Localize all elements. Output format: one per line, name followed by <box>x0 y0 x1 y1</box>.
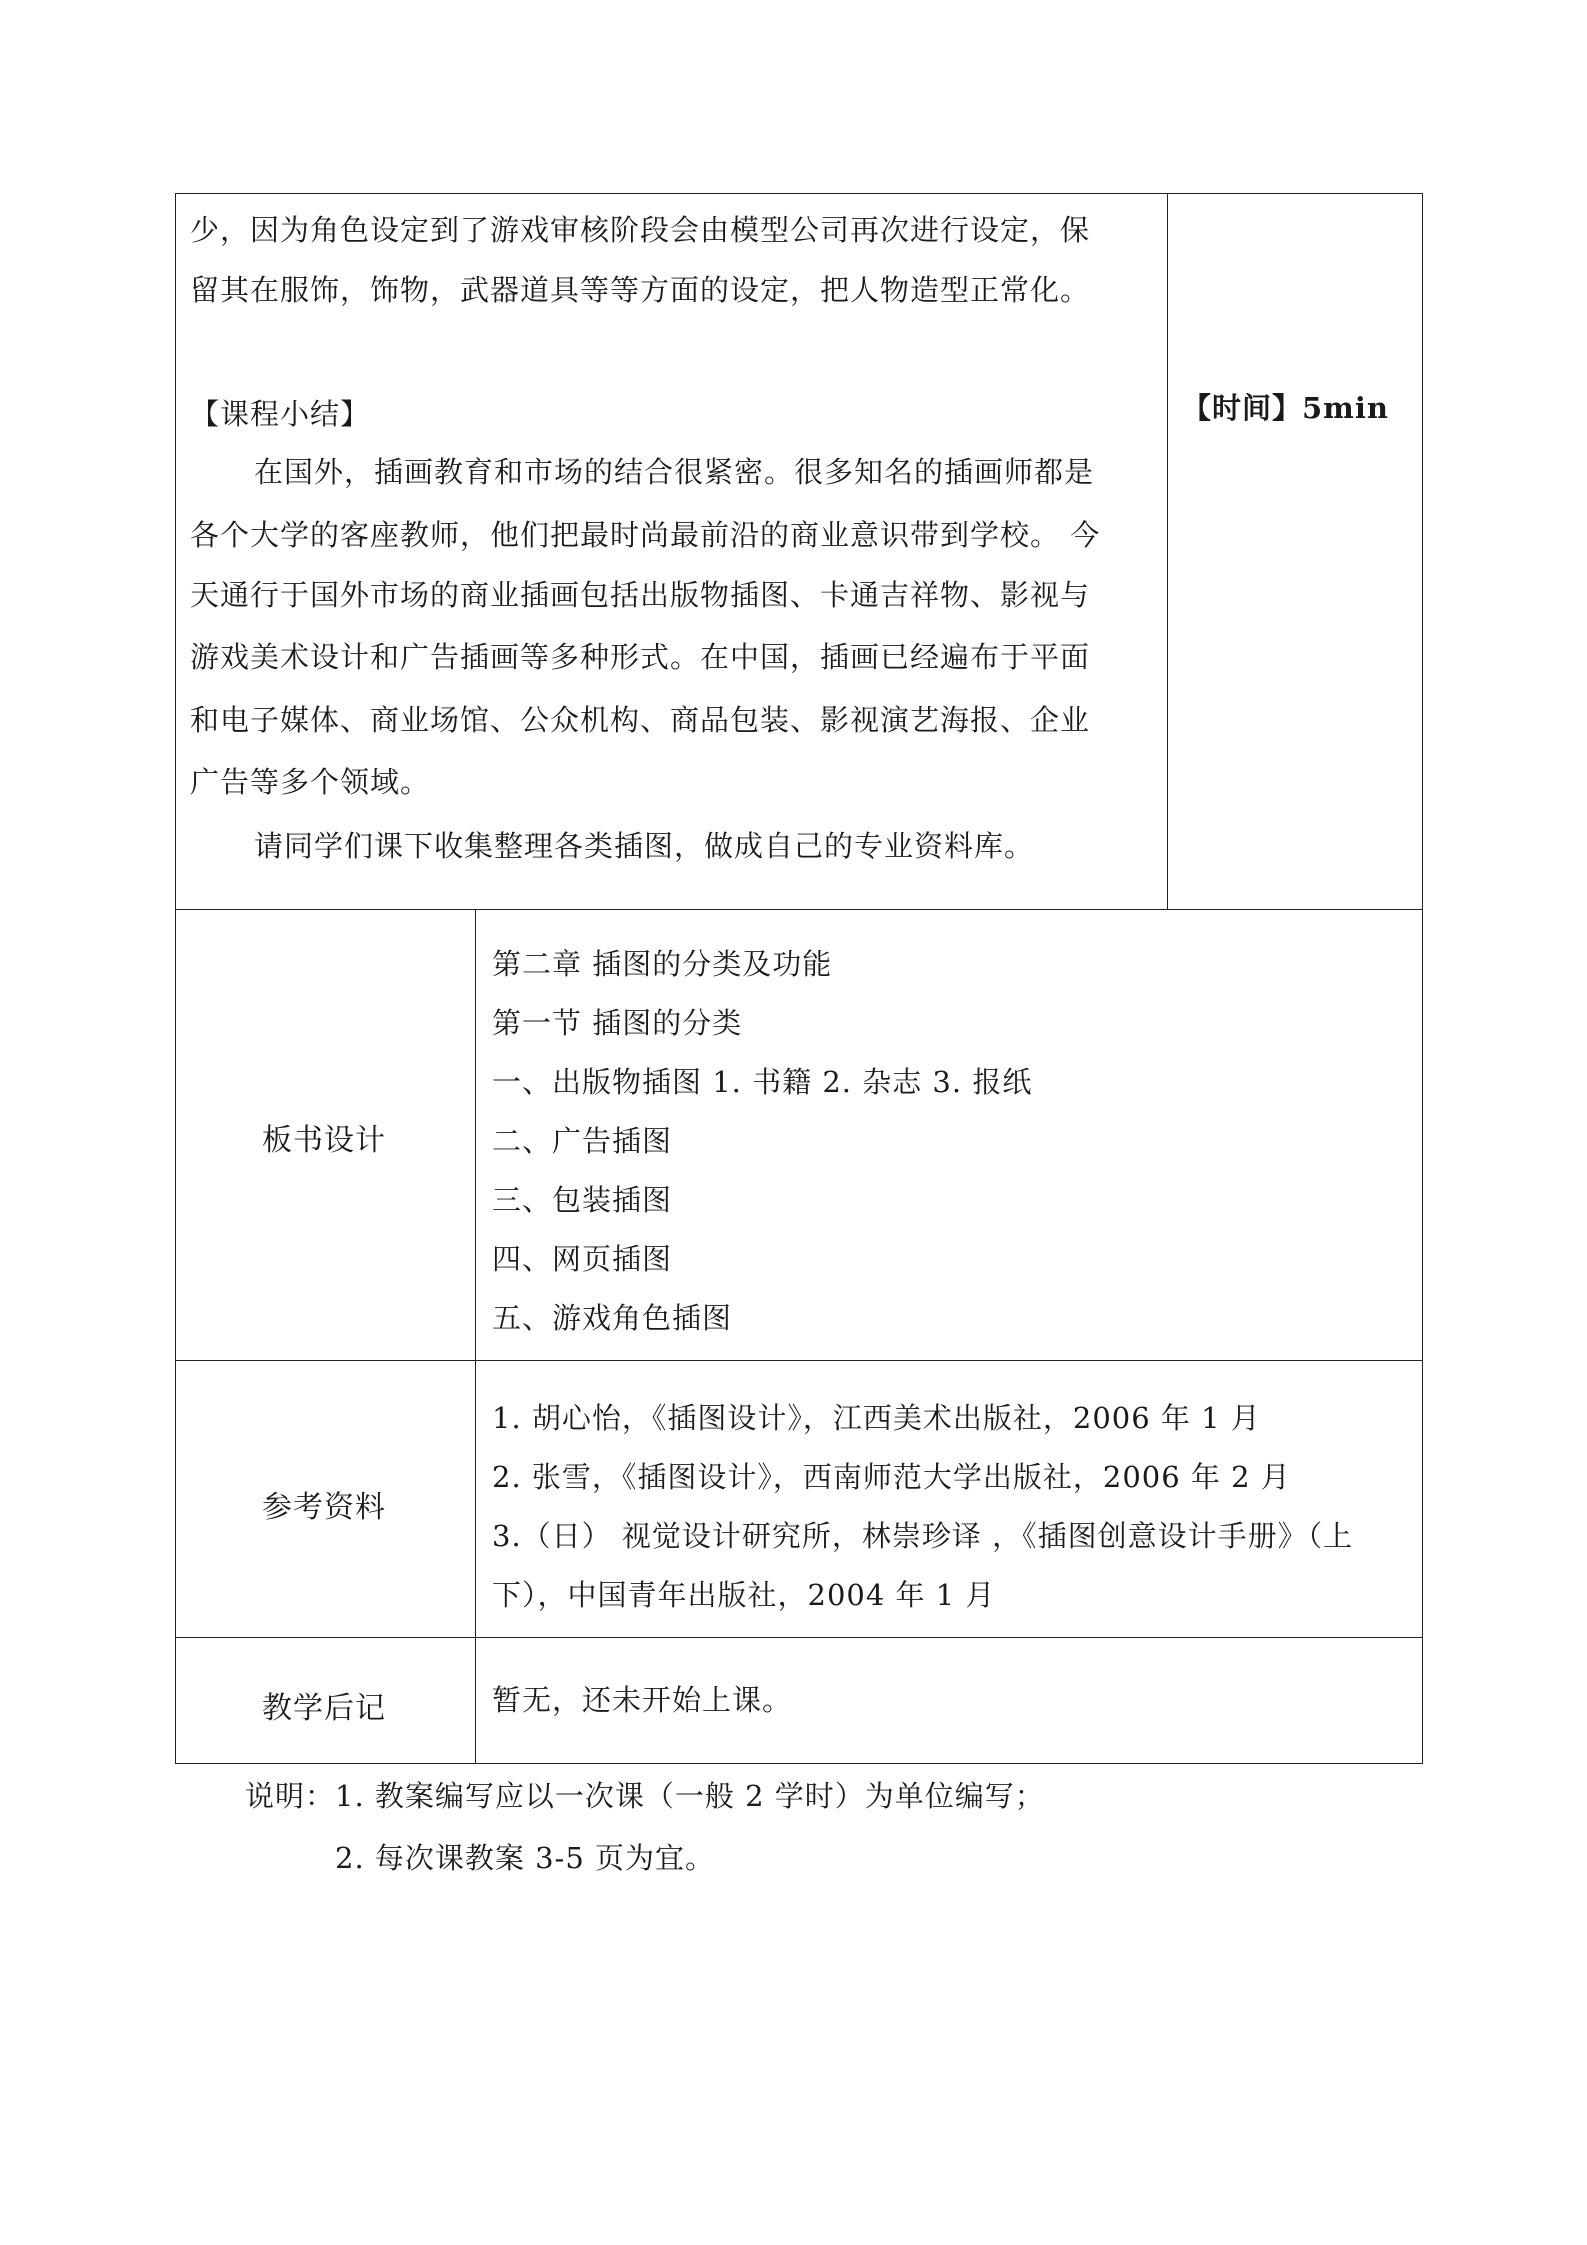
assignment-text: 请同学们课下收集整理各类插图，做成自己的专业资料库。 <box>254 829 1035 863</box>
continuation-line: 留其在服饰，饰物，武器道具等等方面的设定，把人物造型正常化。 <box>190 273 1091 307</box>
row-divider <box>175 909 1423 910</box>
note-line-2: 2. 每次课教案 3-5 页为宜。 <box>335 1841 716 1875</box>
summary-line: 天通行于国外市场的商业插画包括出版物插图、卡通吉祥物、影视与 <box>190 578 1091 612</box>
summary-line: 在国外，插画教育和市场的结合很紧密。很多知名的插画师都是 <box>254 455 1095 489</box>
board-design-line: 四、网页插图 <box>492 1242 673 1276</box>
board-design-line: 五、游戏角色插图 <box>492 1301 733 1335</box>
board-design-line: 第一节 插图的分类 <box>492 1006 743 1040</box>
row-divider <box>175 1360 1423 1361</box>
board-design-line: 一、出版物插图 1. 书籍 2. 杂志 3. 报纸 <box>492 1065 1033 1099</box>
board-design-line: 三、包装插图 <box>492 1183 673 1217</box>
summary-heading: 【课程小结】 <box>190 397 371 431</box>
summary-line: 各个大学的客座教师，他们把最时尚最前沿的商业意识带到学校。 今 <box>190 518 1101 552</box>
summary-line: 和电子媒体、商业场馆、公众机构、商品包装、影视演艺海报、企业 <box>190 703 1091 737</box>
summary-line: 游戏美术设计和广告插画等多种形式。在中国，插画已经遍布于平面 <box>190 640 1091 674</box>
references-label: 参考资料 <box>262 1490 386 1525</box>
reference-line: 下），中国青年出版社，2004 年 1 月 <box>492 1578 996 1612</box>
reference-line: 1. 胡心怡，《插图设计》，江西美术出版社，2006 年 1 月 <box>492 1401 1261 1435</box>
time-column-divider <box>1167 193 1168 909</box>
board-design-label: 板书设计 <box>262 1123 386 1158</box>
summary-line: 广告等多个领域。 <box>190 765 431 799</box>
reference-line: 3.（日） 视觉设计研究所，林崇珍译 ，《插图创意设计手册》（上 <box>492 1519 1354 1553</box>
continuation-line: 少，因为角色设定到了游戏审核阶段会由模型公司再次进行设定，保 <box>190 213 1091 247</box>
postscript-text: 暂无，还未开始上课。 <box>492 1683 793 1717</box>
note-line-1: 说明：1. 教案编写应以一次课（一般 2 学时）为单位编写； <box>245 1779 1045 1813</box>
postscript-label: 教学后记 <box>262 1691 386 1726</box>
time-label: 【时间】5min <box>1182 391 1389 425</box>
label-column-divider <box>475 909 476 1764</box>
board-design-line: 二、广告插图 <box>492 1124 673 1158</box>
row-divider <box>175 1637 1423 1638</box>
reference-line: 2. 张雪，《插图设计》，西南师范大学出版社，2006 年 2 月 <box>492 1460 1291 1494</box>
board-design-line: 第二章 插图的分类及功能 <box>492 947 833 981</box>
